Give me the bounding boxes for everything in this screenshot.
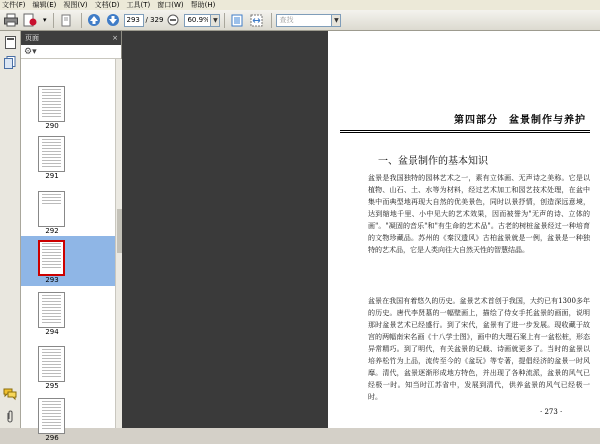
thumbnail-291[interactable]: [21, 132, 115, 182]
page-down-icon[interactable]: [105, 12, 121, 28]
document-page: [328, 31, 600, 428]
navigation-rail: [0, 31, 21, 428]
thumbnail-293[interactable]: [21, 236, 115, 286]
fit-page-icon[interactable]: [229, 12, 245, 28]
menu-tools[interactable]: 工具(T): [126, 1, 151, 9]
menu-edit[interactable]: 编辑(E): [32, 1, 57, 9]
thumbnail-page: [38, 136, 65, 172]
thumbnail-page: [38, 292, 65, 328]
attachments-panel-icon[interactable]: [3, 55, 17, 69]
fit-width-icon[interactable]: [248, 12, 264, 28]
thumbnail-label: 290: [45, 122, 59, 130]
title-divider: [340, 132, 590, 133]
dropdown-arrow-icon[interactable]: ▾: [43, 16, 47, 24]
thumbnail-page: [38, 240, 65, 276]
paperclip-icon[interactable]: [3, 409, 17, 423]
zoom-input[interactable]: [184, 14, 211, 27]
thumbnail-page: [38, 86, 65, 122]
toolbar: [0, 10, 600, 31]
menu-window[interactable]: 窗口(W): [157, 1, 184, 9]
thumbnail-292[interactable]: [21, 187, 115, 237]
thumbnail-label: 291: [45, 172, 59, 180]
page-up-icon[interactable]: [86, 12, 102, 28]
zoom-out-icon[interactable]: [165, 12, 181, 28]
part-title: 第四部分 盆景制作与养护: [454, 115, 586, 126]
thumbnail-list: [21, 59, 115, 442]
thumbnail-page: [38, 191, 65, 227]
body-paragraph: 盆景是我国独特的园林艺术之一，素有立体画、无声诗之美称。它是以植物、山石、土、水等为材料，经过艺术加工和园艺技术处理，在盆中集中而典型地再现大自然的优美景色，同时以景抒情，创造深远意境，达到缩地千里、小中见大的艺术效果，因而被誉为"无声的诗、立体的画"。"凝固的音乐"和"有生命的艺术品"。古老的树桩盆景经过一种培育的文物珍藏品。苏州的《秦汉遗风》古柏盆景就是一例，盆景是一种独特的艺术品，它是人类向往大自然天性的智慧结晶。: [368, 174, 590, 254]
title-divider: [340, 130, 590, 131]
thumbnail-page: [38, 346, 65, 382]
thumbnail-label: 294: [45, 328, 59, 336]
menu-view[interactable]: 视图(V): [63, 1, 88, 9]
options-icon[interactable]: ⚙▾: [24, 46, 37, 57]
thumbnail-scrollbar[interactable]: [115, 59, 122, 428]
thumbnail-294[interactable]: [21, 288, 115, 338]
thumbnail-page: [38, 398, 65, 434]
thumbnail-296[interactable]: [21, 394, 115, 444]
create-pdf-icon[interactable]: [22, 12, 38, 28]
search-input[interactable]: [276, 14, 332, 27]
pages-panel-icon[interactable]: [3, 35, 17, 49]
thumbnail-label: 296: [45, 434, 59, 442]
close-icon[interactable]: ×: [112, 34, 118, 42]
body-paragraph: 盆景在我国有着悠久的历史。盆景艺术首创于我国，大约已有1300多年的历史。唐代李贤墓的一幅壁画上，描绘了侍女手托盆景的画面，说明那时盆景艺术已经盛行。到了宋代，盆景有了进一步发展。现收藏于故宫的两幅南宋名画《十八学士图》，画中的大理石案上有一盆松桩，形态异常精巧。到了明代，有关盆景的记载、诗画就更多了。当时的盆景以培养松竹为上品，流传至今的《盆玩》等专著，提倡经济的盆景一时风靡。清代，盆景逐渐形成地方特色，并出现了各种流派，盆景的风气已经极一时。知当时江苏省中，发展到清代，供养盆景的风气已经极一时。: [368, 297, 590, 401]
pages-panel-title: 页面: [25, 34, 39, 42]
pages-panel-header: [21, 31, 121, 45]
zoom-dropdown-icon[interactable]: ▼: [211, 14, 220, 27]
thumbnail-label: 292: [45, 227, 59, 235]
search-dropdown-icon[interactable]: ▼: [332, 14, 341, 27]
menu-file[interactable]: 文件(F): [2, 1, 26, 9]
thumbnail-290[interactable]: [21, 82, 115, 132]
thumbnail-label: 293: [45, 276, 59, 284]
menu-bar: [0, 0, 600, 10]
page-total: / 329: [145, 16, 164, 24]
pages-panel-toolbar: [21, 45, 121, 59]
comments-icon[interactable]: [3, 387, 17, 401]
thumbnail-295[interactable]: [21, 342, 115, 392]
menu-document[interactable]: 文档(D): [94, 1, 120, 9]
thumbnail-label: 295: [45, 382, 59, 390]
menu-help[interactable]: 帮助(H): [190, 1, 216, 9]
section-heading: 一、盆景制作的基本知识: [378, 156, 488, 167]
page-number: · 273 ·: [540, 408, 563, 416]
page-number-input[interactable]: [124, 14, 144, 27]
pages-panel: [21, 31, 122, 442]
hand-tool-icon[interactable]: [58, 12, 74, 28]
print-icon[interactable]: [3, 12, 19, 28]
